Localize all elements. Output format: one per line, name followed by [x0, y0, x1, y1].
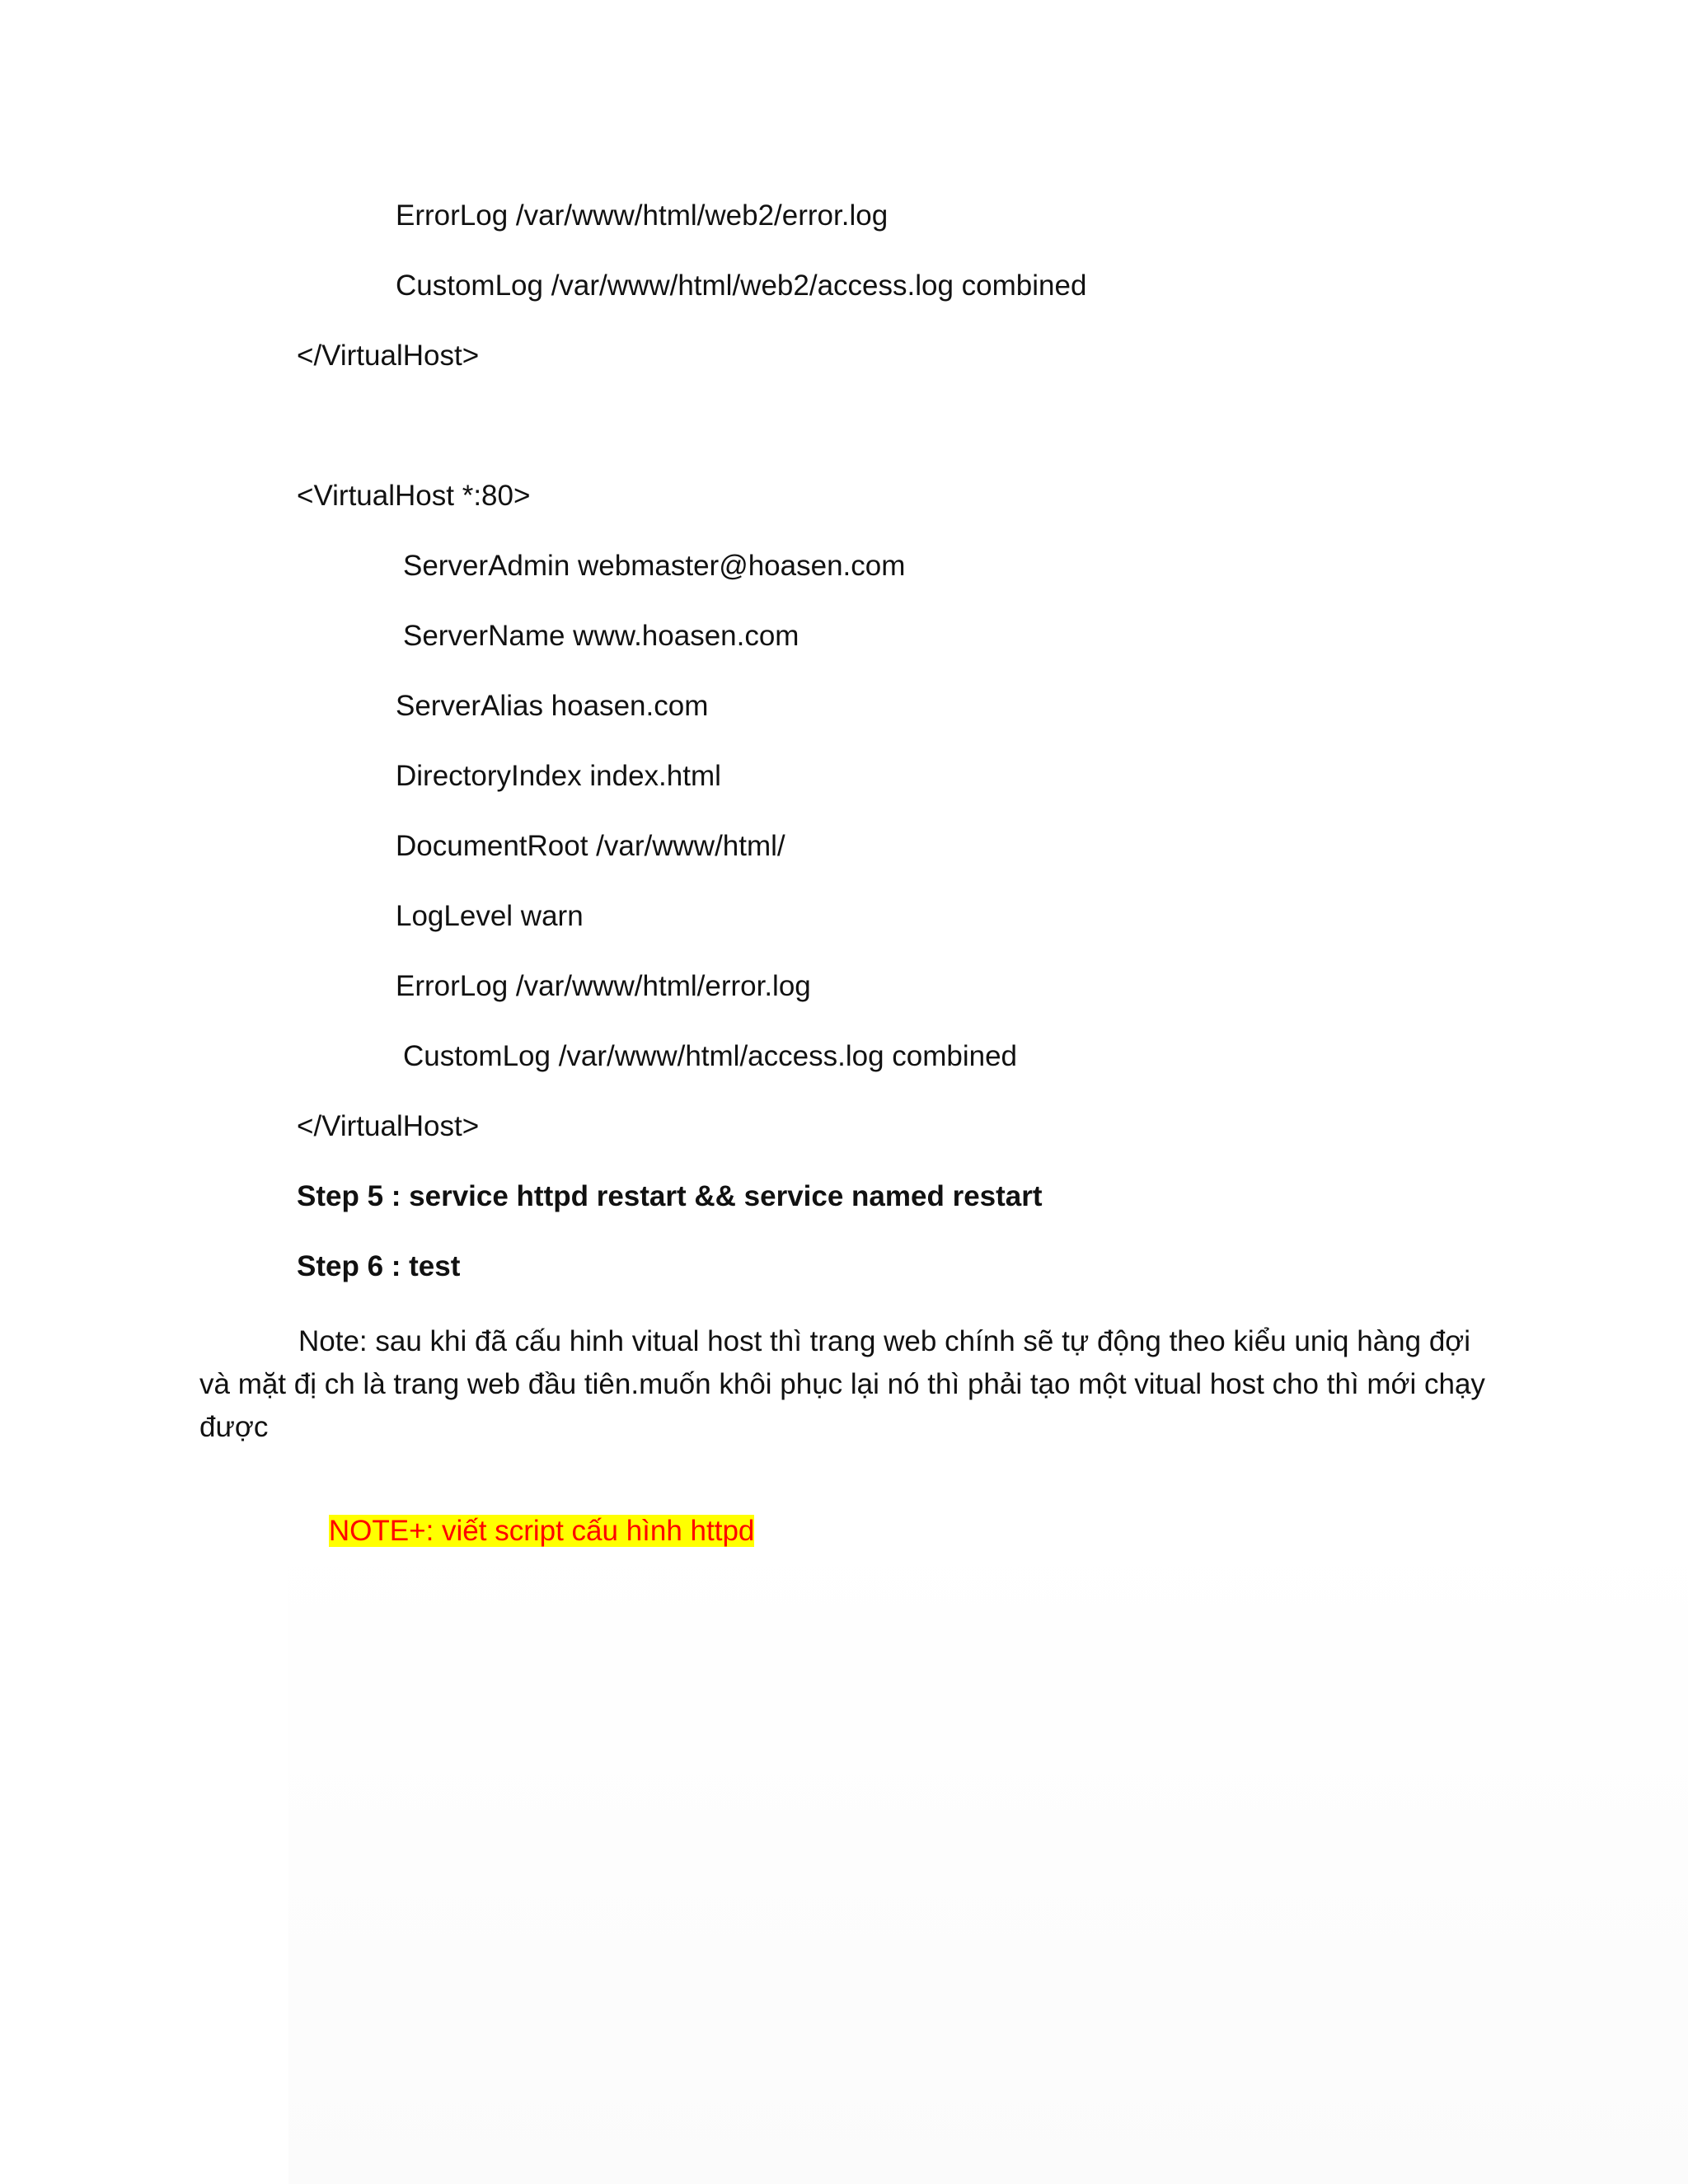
note-paragraph: Note: sau khi đã cấu hinh vitual host thì trang web chính sẽ tự động theo kiểu uniq hàng đợi và mặt đị ch là trang web đầu tiên.muốn khôi phục lại nó thì phải tạo một vitual host cho thì mới chạy được: [199, 1325, 1485, 1443]
documentroot-line: DocumentRoot /var/www/html/: [396, 830, 785, 862]
step-6-heading: Step 6 : test: [297, 1250, 461, 1282]
customlog-line: CustomLog /var/www/html/access.log combined: [403, 1040, 1018, 1072]
virtualhost-close-tag-2: </VirtualHost>: [297, 1110, 480, 1142]
highlighted-note: NOTE+: viết script cấu hình httpd: [328, 1515, 755, 1547]
customlog-web2-line: CustomLog /var/www/html/web2/access.log combined: [396, 269, 1087, 302]
serveradmin-line: ServerAdmin webmaster@hoasen.com: [403, 550, 906, 582]
note-plus-line: [297, 1477, 754, 1586]
serveralias-line: ServerAlias hoasen.com: [396, 690, 709, 722]
virtualhost-open-tag: <VirtualHost *:80>: [297, 480, 531, 512]
step-5-heading: Step 5 : service httpd restart && service named restart: [297, 1180, 1043, 1212]
directoryindex-line: DirectoryIndex index.html: [396, 760, 721, 792]
errorlog-line: ErrorLog /var/www/html/error.log: [396, 970, 811, 1002]
servername-line: ServerName www.hoasen.com: [403, 620, 799, 652]
errorlog-web2-line: ErrorLog /var/www/html/web2/error.log: [396, 199, 889, 232]
page-shading: [288, 1525, 1688, 2184]
loglevel-line: LogLevel warn: [396, 900, 584, 932]
virtualhost-close-tag-1: </VirtualHost>: [297, 340, 480, 372]
